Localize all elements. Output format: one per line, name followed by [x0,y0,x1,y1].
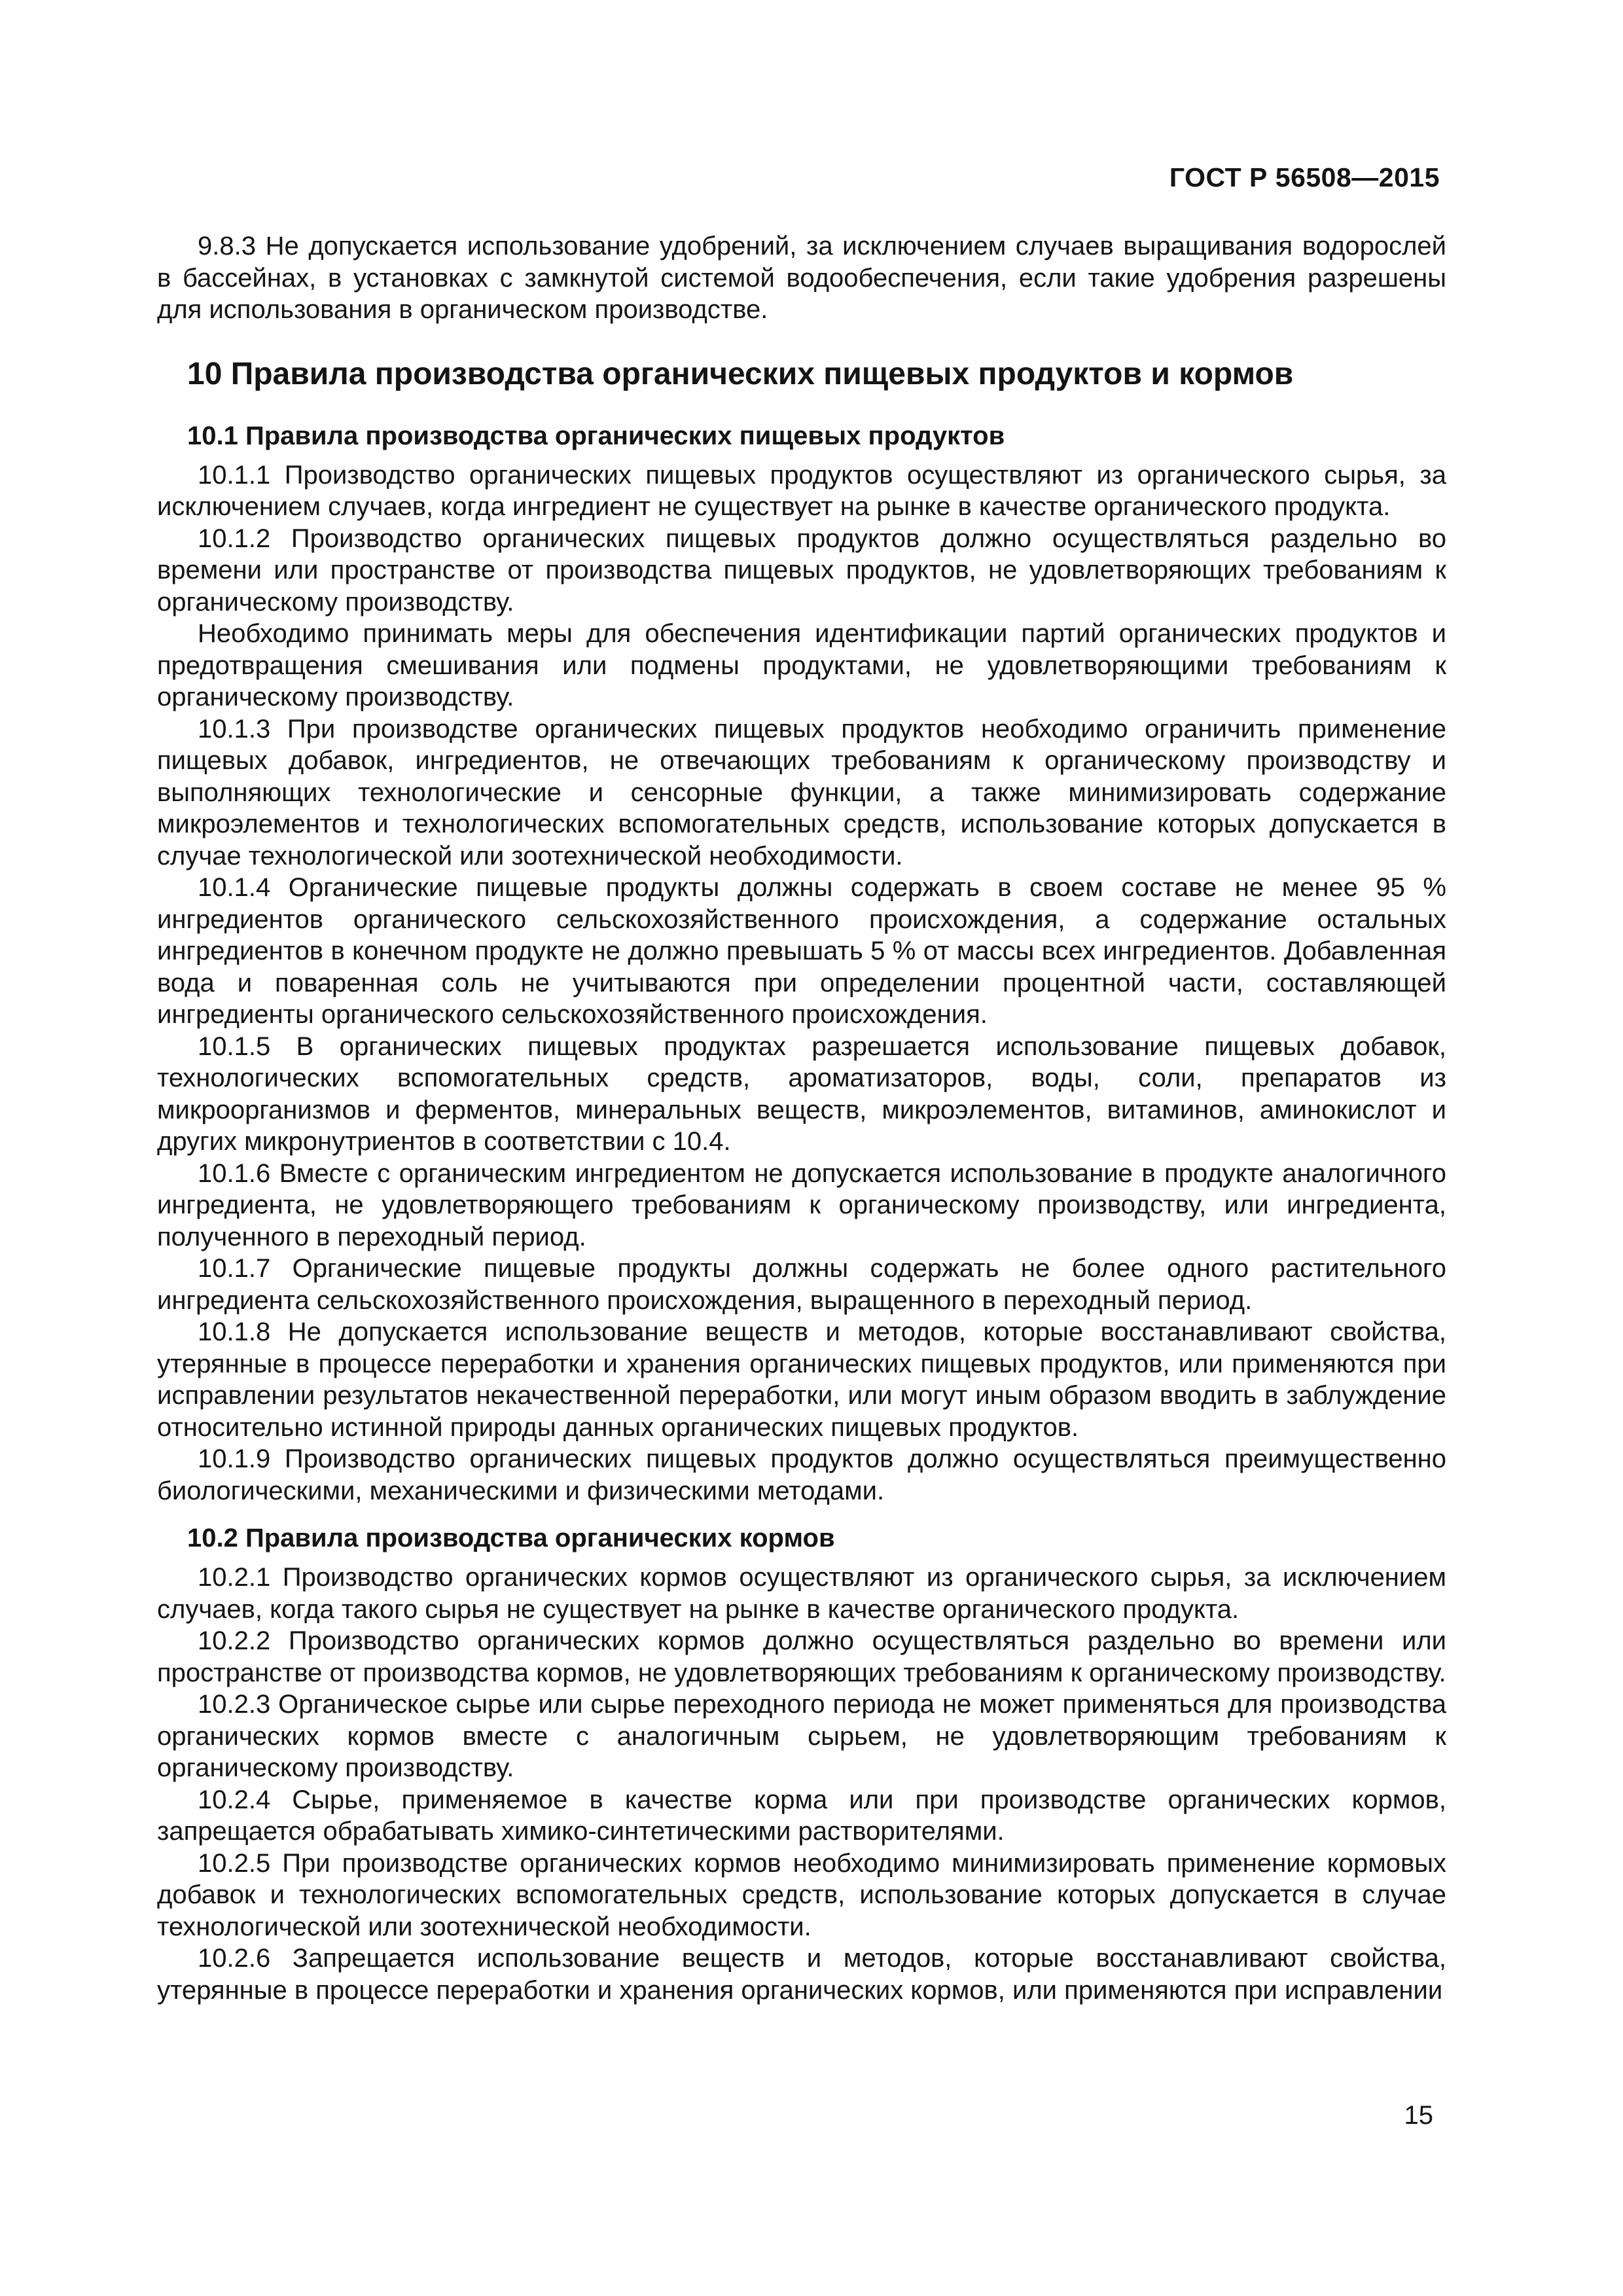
paragraph-10-2-1: 10.2.1 Производство органических кормов осуществляют из органического сырья, за исключением случаев, когда такого сырья не существует на рынке в качестве органического продукта. [157,1563,1446,1624]
document-header: ГОСТ Р 56508—2015 [1169,162,1440,192]
paragraph-10-1-8: 10.1.8 Не допускается использование веществ и методов, которые восстанавливают свойства, утерянные в процессе переработки и хранения органических пищевых продуктов, или применяются при исправлении результатов некачественной переработки, или могут иным образом вводить в заблуждение относительно истинной природы данных органических пищевых продуктов. [157,1318,1446,1442]
section-10-2-heading: 10.2 Правила производства органических кормов [187,1524,835,1552]
paragraph-10-1-7: 10.1.7 Органические пищевые продукты должны содержать не более одного растительного ингредиента сельскохозяйственного происхождения, выращенного в переходный период. [157,1254,1446,1315]
section-10-1-heading: 10.1 Правила производства органических пищевых продуктов [187,421,1005,450]
paragraph-10-1-2-continued: Необходимо принимать меры для обеспечения идентификации партий органических продуктов и предотвращения смешивания или подмены продуктами, не удовлетворяющими требованиям к органическому производству. [157,619,1446,711]
page-content [157,230,1446,2006]
paragraph-10-1-5: 10.1.5 В органических пищевых продуктах разрешается использование пищевых добавок, технологических вспомогательных средств, ароматизаторов, воды, соли, препаратов из микроорганизмов и ферментов, минеральных веществ, микроэлементов, витаминов, аминокислот и других микронутриентов в соответствии с 10.4. [157,1031,1446,1156]
paragraph-10-1-4: 10.1.4 Органические пищевые продукты должны содержать в своем составе не менее 95 % ингредиентов органического сельскохозяйственного происхождения, а содержание остальных ингредиентов в конечном продукте не должно превышать 5 % от массы всех ингредиентов. Добавленная вода и поваренная соль не учитываются при определении процентной части, составляющей ингредиенты органического сельскохозяйственного происхождения. [157,873,1446,1029]
paragraph-10-2-4: 10.2.4 Сырье, применяемое в качестве корма или при производстве органических кормов, запрещается обрабатывать химико-синтетическими растворителями. [157,1785,1446,1846]
paragraph-10-1-3: 10.1.3 При производстве органических пищевых продуктов необходимо ограничить применение пищевых добавок, ингредиентов, не отвечающих требованиям к органическому производству и выполняющих технологические и сенсорные функции, а также минимизировать содержание микроэлементов и технологических вспомогательных средств, использование которых допускается в случае технологической или зоотехнической необходимости. [157,714,1446,870]
paragraph-10-1-6: 10.1.6 Вместе с органическим ингредиентом не допускается использование в продукте аналогичного ингредиента, не удовлетворяющего требованиям к органическому производству, или ингредиента, полученного в переходный период. [157,1158,1446,1251]
section-10-heading: 10 Правила производства органических пищевых продуктов и кормов [187,356,1294,391]
paragraph-10-1-2: 10.1.2 Производство органических пищевых продуктов должно осуществляться раздельно во времени или пространстве от производства пищевых продуктов, не удовлетворяющих требованиям к органическому производству. [157,524,1446,617]
paragraph-10-1-9: 10.1.9 Производство органических пищевых продуктов должно осуществляться преимущественно биологическими, механическими и физическими методами. [157,1444,1446,1505]
paragraph-10-2-5: 10.2.5 При производстве органических кормов необходимо минимизировать применение кормовых добавок и технологических вспомогательных средств, использование которых допускается в случае технологической или зоотехнической необходимости. [157,1848,1446,1941]
paragraph-10-2-2: 10.2.2 Производство органических кормов должно осуществляться раздельно во времени или пространстве от производства кормов, не удовлетворяющих требованиям к органическому производству. [157,1626,1446,1687]
paragraph-9-8-3: 9.8.3 Не допускается использование удобрений, за исключением случаев выращивания водорослей в бассейнах, в установках с замкнутой системой водообеспечения, если такие удобрения разрешены для использования в органическом производстве. [157,232,1446,324]
paragraph-10-2-6: 10.2.6 Запрещается использование веществ и методов, которые восстанавливают свойства, утерянные в процессе переработки и хранения органических кормов, или применяются при исправлении [157,1944,1446,2005]
paragraph-10-2-3: 10.2.3 Органическое сырье или сырье переходного периода не может применяться для производства органических кормов вместе с аналогичным сырьем, не удовлетворяющим требованиям к органическому производству. [157,1690,1446,1782]
paragraph-10-1-1: 10.1.1 Производство органических пищевых продуктов осуществляют из органического сырья, за исключением случаев, когда ингредиент не существует на рынке в качестве органического продукта. [157,460,1446,521]
page-number: 15 [1404,2101,1433,2130]
